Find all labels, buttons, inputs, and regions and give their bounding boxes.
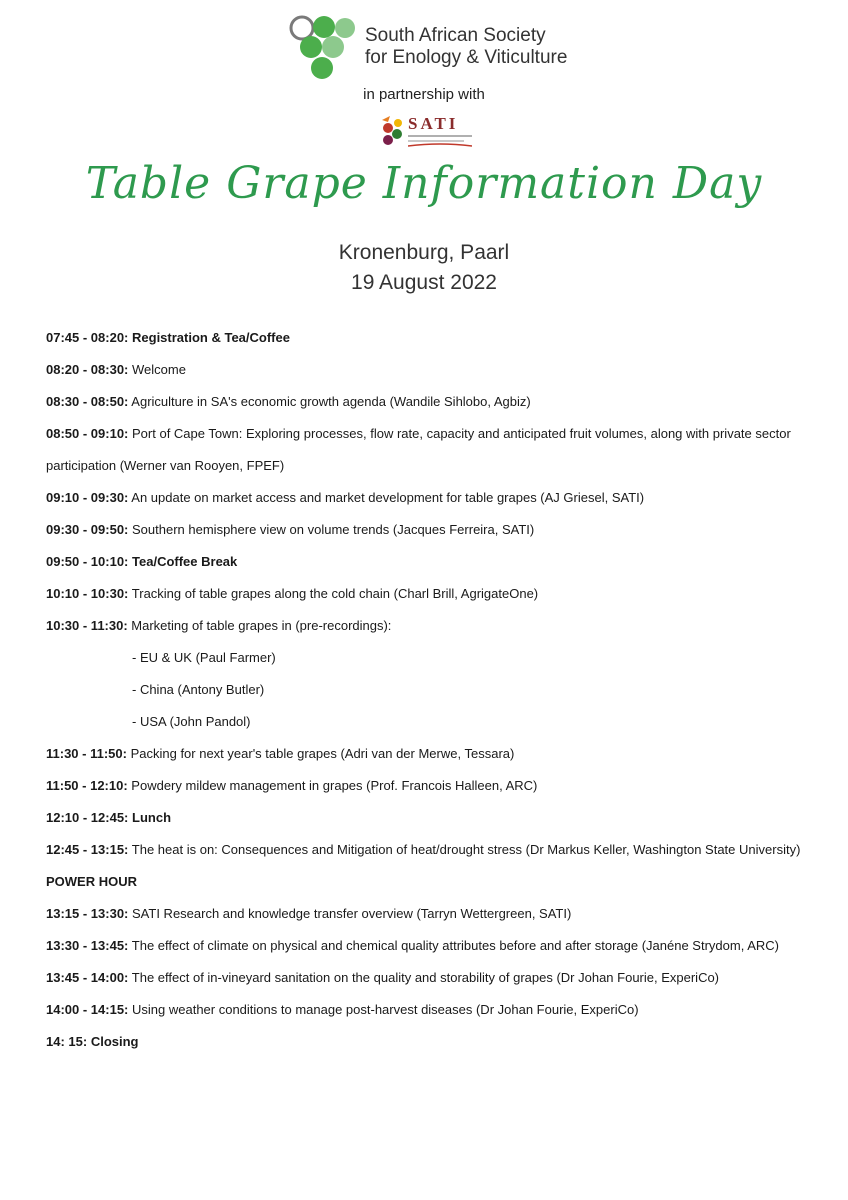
program-desc: Powdery mildew management in grapes (Prof. Francois Halleen, ARC) [131, 778, 538, 793]
grape-cluster-icon [288, 14, 358, 84]
header [0, 0, 848, 310]
program-time: 12:45 - 13:15: [46, 842, 129, 857]
program-time: 08:30 - 08:50: [46, 394, 129, 409]
program-desc: Lunch [132, 810, 172, 825]
section-heading: POWER HOUR [46, 874, 137, 889]
program-time: 10:30 - 11:30: [46, 618, 128, 633]
event-title: Table Grape Information Day [85, 158, 763, 209]
program-item [46, 898, 826, 930]
program-time: 14:00 - 14:15: [46, 1002, 129, 1017]
program-time: 08:20 - 08:30: [46, 362, 129, 377]
program-desc: Registration & Tea/Coffee [132, 330, 290, 345]
program-desc: Tracking of table grapes along the cold chain (Charl Brill, AgrigateOne) [131, 586, 539, 601]
program-desc: An update on market access and market development for table grapes (AJ Griesel, SATI) [131, 490, 645, 505]
event-date: 19 August 2022 [351, 271, 497, 294]
program-item [46, 578, 826, 610]
sati-fruit-icon [378, 114, 408, 150]
program-desc: Closing [90, 1034, 139, 1049]
program-list [46, 322, 826, 1058]
program-subitem: - EU & UK (Paul Farmer) [132, 650, 276, 665]
program-desc: SATI Research and knowledge transfer overview (Tarryn Wettergreen, SATI) [132, 906, 572, 921]
program-time: 13:15 - 13:30: [46, 906, 129, 921]
program-item [46, 514, 826, 546]
sati-logo-text: SATI [408, 114, 459, 133]
program-desc: Tea/Coffee Break [132, 554, 238, 569]
partnership-text: in partnership with [363, 86, 485, 103]
event-venue: Kronenburg, Paarl [338, 241, 510, 264]
society-logo [288, 14, 608, 84]
program-item [46, 930, 826, 962]
program-item [46, 802, 826, 834]
program-desc: Southern hemisphere view on volume trends (Jacques Ferreira, SATI) [132, 522, 535, 537]
program-time: 12:10 - 12:45: [46, 810, 129, 825]
program-item [46, 482, 826, 514]
program-item [46, 610, 826, 642]
program-item [46, 770, 826, 802]
program-time: 14: 15: [46, 1034, 88, 1049]
program-item [46, 738, 826, 770]
program-item [46, 962, 826, 994]
program-item [46, 546, 826, 578]
program-item [46, 1026, 826, 1058]
program-desc: Port of Cape Town: Exploring processes, flow rate, capacity and anticipated fruit volumes, along with private sector participation (Werner van Rooyen, FPEF) [46, 426, 791, 473]
society-name [365, 25, 567, 69]
program-time: 09:30 - 09:50: [46, 522, 129, 537]
program-item [46, 386, 826, 418]
program-time: 08:50 - 09:10: [46, 426, 129, 441]
program-time: 13:45 - 14:00: [46, 970, 129, 985]
sati-logo [378, 112, 476, 154]
program-time: 09:50 - 10:10: [46, 554, 129, 569]
program-subitem: - USA (John Pandol) [132, 714, 251, 729]
program-desc: The effect of in-vineyard sanitation on the quality and storability of grapes (Dr Johan Fourie, ExperiCo) [131, 970, 720, 985]
program-time: 10:10 - 10:30: [46, 586, 129, 601]
program-desc: Using weather conditions to manage post-harvest diseases (Dr Johan Fourie, ExperiCo) [132, 1002, 639, 1017]
program-time: 11:30 - 11:50: [46, 746, 127, 761]
program-desc: The heat is on: Consequences and Mitigation of heat/drought stress (Dr Markus Keller, Washington State University) [131, 842, 801, 857]
program-desc: The effect of climate on physical and chemical quality attributes before and after storage (Janéne Strydom, ARC) [131, 938, 779, 953]
society-name-line2: for Enology & Viticulture [365, 47, 568, 68]
program-desc: Marketing of table grapes in (pre-recordings): [131, 618, 392, 633]
society-name-line1: South African Society [365, 25, 546, 46]
program-time: 09:10 - 09:30: [46, 490, 129, 505]
program-item [46, 418, 826, 482]
program-desc: Packing for next year's table grapes (Adri van der Merwe, Tessara) [130, 746, 515, 761]
program-time: 11:50 - 12:10: [46, 778, 128, 793]
program-item [46, 834, 826, 866]
program-desc: Agriculture in SA's economic growth agenda (Wandile Sihlobo, Agbiz) [131, 394, 531, 409]
program-item [46, 354, 826, 386]
program-item [46, 994, 826, 1026]
sati-tagline-graphic [408, 134, 472, 148]
program-item [46, 322, 826, 354]
program-time: 07:45 - 08:20: [46, 330, 129, 345]
program-desc: Welcome [132, 362, 186, 377]
program-subitem: - China (Antony Butler) [132, 682, 265, 697]
program-time: 13:30 - 13:45: [46, 938, 129, 953]
